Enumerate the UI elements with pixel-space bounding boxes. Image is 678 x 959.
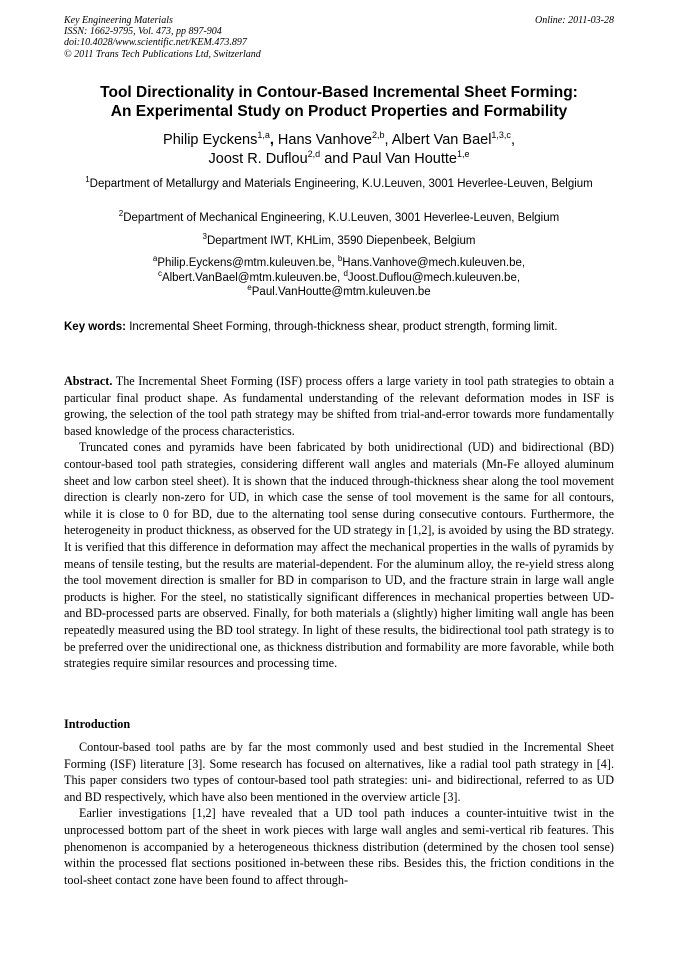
author-separator: , bbox=[269, 132, 274, 148]
title-line-2: An Experimental Study on Product Properties and Formability bbox=[110, 103, 568, 120]
affiliation-number: 2 bbox=[118, 209, 124, 218]
introduction-paragraph-1: Contour-based tool paths are by far the most commonly used and best studied in the Incremental Sheet Forming (ISF) literature [3]. Some research has focused on alternatives, like a radial tool path strategy in [4]. This paper considers two types of contour-based tool path strategies: uni- and bidirectional, referred to as UD and BD respectively, which have also been mentioned in the overview article [3]. bbox=[64, 740, 614, 804]
running-header bbox=[64, 15, 261, 60]
author-name: Hans Vanhove bbox=[277, 132, 372, 148]
introduction-body bbox=[64, 739, 614, 888]
journal-name: Key Engineering Materials bbox=[64, 15, 173, 26]
author-affil-sup: 1,e bbox=[456, 148, 470, 159]
author-line-1 bbox=[40, 131, 638, 150]
email-line-2 bbox=[70, 268, 608, 286]
email-sup: e bbox=[247, 283, 252, 292]
email-sup: c bbox=[157, 268, 162, 278]
affiliation-1 bbox=[70, 177, 608, 192]
affiliation-text: Department IWT, KHLim, 3590 Diepenbeek, Belgium bbox=[206, 235, 476, 247]
online-date: Online: 2011-03-28 bbox=[535, 15, 614, 26]
author-name: Joost R. Duflou bbox=[208, 150, 308, 167]
abstract-paragraph-1 bbox=[64, 373, 614, 439]
email-line-1 bbox=[70, 256, 608, 271]
affiliation-3 bbox=[70, 234, 608, 249]
email-address: Hans.Vanhove@mech.kuleuven.be, bbox=[342, 257, 526, 269]
author-conjunction: and bbox=[320, 150, 353, 167]
abstract-label: Abstract. bbox=[64, 374, 113, 388]
affiliation-number: 3 bbox=[202, 232, 207, 241]
title-line-1: Tool Directionality in Contour-Based Incremental Sheet Forming: bbox=[100, 84, 578, 101]
email-address: Paul.VanHoutte@mtm.kuleuven.be bbox=[251, 286, 431, 298]
email-address: Albert.VanBael@mtm.kuleuven.be, bbox=[161, 271, 341, 284]
abstract-paragraph-2: Truncated cones and pyramids have been fabricated by both unidirectional (UD) and bidirectional (BD) contour-based tool path strategies, considering different wall angles and materials (Mn-Fe alloyed aluminum sheet and low carbon steel sheet). It is shown that the induced through-thickness shear along the tool movement direction is clearly non-zero for UD, in which case the sense of tool movement is the same for all contours, while it is close to 0 for BD, due to the alternating tool sense during consecutive contours. Furthermore, the heterogeneity in product thickness, as observed for the UD strategy in [1,2], is avoided by using the BD strategy. It is verified that this difference in deformation may affect the mechanical properties in the walls of pyramids by means of tensile testing, but the results are material-dependent. For the aluminum alloy, the re-yield stress along the tool movement direction is smaller for BD in comparison to UD, and the fracture strain in large wall angle products is higher. For the steel, no statistically significant differences in mechanical properties between UD- and BD-processed parts are observed. Finally, for both materials a (slightly) higher limiting wall angle has been repeatedly measured using the BD tool strategy. In light of these results, the bidirectional tool path strategy is to be preferred over the unidirectional one, as thickness distribution and formability are more favorable, while both strategies require similar resources and processing time. bbox=[64, 440, 614, 671]
keywords-label: Key words: bbox=[64, 321, 126, 333]
author-affil-sup: 1,3,c bbox=[491, 130, 511, 140]
email-sup: b bbox=[337, 254, 343, 263]
author-name: Albert Van Bael bbox=[391, 132, 492, 148]
affiliation-2 bbox=[70, 211, 608, 226]
author-list bbox=[40, 131, 638, 168]
doi-line: doi:10.4028/www.scientific.net/KEM.473.897 bbox=[64, 37, 247, 49]
abstract-text: The Incremental Sheet Forming (ISF) process offers a large variety in tool path strategies to obtain a particular final product shape. As fundamental understanding of the relevant deformation modes in ISF is growing, the selection of the tool path strategy may be shifted from trial-and-error towards more fundamentally based knowledge of the process characteristics. bbox=[64, 374, 614, 438]
email-address: Philip.Eyckens@mtm.kuleuven.be, bbox=[157, 257, 335, 269]
section-heading-introduction: Introduction bbox=[64, 717, 131, 731]
email-block bbox=[70, 256, 608, 300]
affiliation-number: 1 bbox=[85, 175, 90, 184]
author-separator: , bbox=[384, 132, 389, 148]
introduction-paragraph-2: Earlier investigations [1,2] have revealed that a UD tool path induces a counter-intuitive twist in the unprocessed bottom part of the sheet in work pieces with large wall angles and semi-vertical rib features. This phenomenon is accompanied by a heterogeneous thickness distribution (determined by the chosen tool sense) within the processed flat sections positioned in-between these ribs. Besides this, the friction conditions in the tool-sheet contact zone have been found to affect through- bbox=[64, 806, 614, 887]
abstract bbox=[64, 373, 614, 672]
keywords bbox=[64, 320, 624, 334]
affiliation-text: Department of Mechanical Engineering, K.U.Leuven, 3001 Heverlee-Leuven, Belgium bbox=[123, 212, 560, 224]
author-name: Paul Van Houtte bbox=[352, 150, 457, 167]
author-separator: , bbox=[510, 132, 515, 148]
issn-line: ISSN: 1662-9795, Vol. 473, pp 897-904 bbox=[64, 26, 222, 38]
author-affil-sup: 2,d bbox=[307, 148, 321, 159]
affiliation-text: Department of Metallurgy and Materials Engineering, K.U.Leuven, 3001 Heverlee-Leuven, Belgium bbox=[89, 178, 593, 190]
email-line-3 bbox=[70, 285, 608, 300]
email-sup: d bbox=[343, 268, 348, 278]
author-line-2 bbox=[40, 150, 638, 169]
copyright-line: © 2011 Trans Tech Publications Ltd, Switzerland bbox=[64, 48, 261, 60]
author-name: Philip Eyckens bbox=[163, 132, 258, 148]
keywords-text: Incremental Sheet Forming, through-thickness shear, product strength, forming limit. bbox=[126, 321, 558, 333]
email-address: Joost.Duflou@mech.kuleuven.be, bbox=[347, 271, 521, 284]
email-sup: a bbox=[152, 254, 158, 263]
author-affil-sup: 1,a bbox=[257, 130, 270, 140]
paper-title bbox=[40, 83, 638, 121]
author-affil-sup: 2,b bbox=[371, 130, 385, 140]
